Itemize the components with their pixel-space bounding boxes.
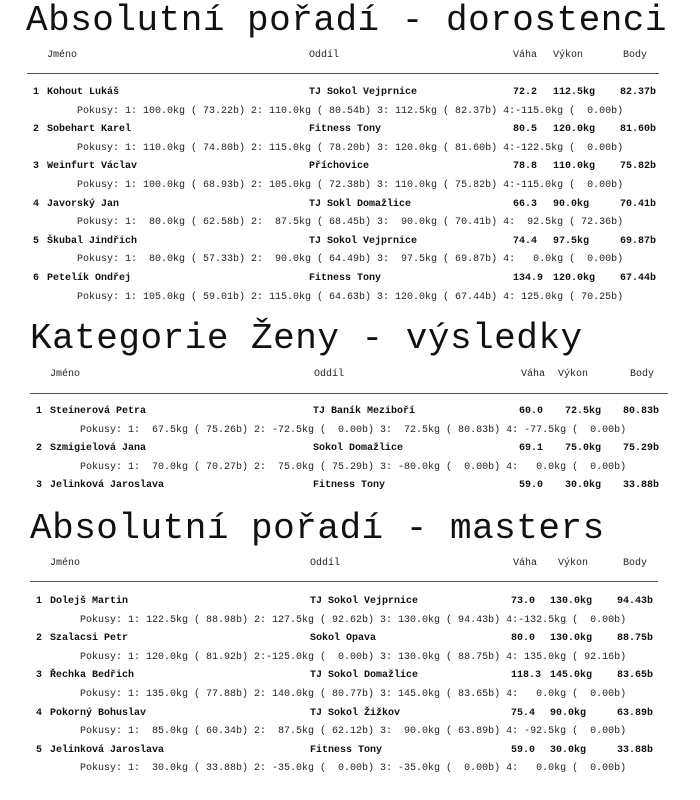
entry-points: 69.87b [620,235,657,247]
entry-rank: 4 [33,198,40,210]
entry-rank: 1 [36,596,43,607]
header-divider [30,393,668,394]
entry-name: Škubal Jindřich [47,235,138,247]
header-club: Oddíl [310,558,341,569]
entry-points: 63.89b [617,707,654,719]
entry-attempts: Pokusy: 1: 100.0kg ( 68.93b) 2: 105.0kg ( 72.38b) 3: 110.0kg ( 75.82b) 4:-115.0kg ( 0.00b) [77,180,624,191]
entry-attempts: Pokusy: 1: 70.0kg ( 70.27b) 2: 75.0kg ( 75.29b) 3: -80.0kg ( 0.00b) 4: 0.0kg ( 0.00b) [80,461,627,473]
entry-result: 120.0kg [553,273,596,284]
entry-club: Sokol Opava [310,633,377,645]
entry-result: 145.0kg [550,670,593,682]
entry-weight: 75.4 [511,707,536,719]
entry-attempts: Pokusy: 1: 120.0kg ( 81.92b) 2:-125.0kg ( 0.00b) 3: 130.0kg ( 88.75b) 4: 135.0kg ( 92.16b) [80,651,627,663]
entry-club: Fitness Tony [309,273,382,284]
entry-club: Příchovice [309,161,370,173]
entry-points: 82.37b [620,87,657,98]
entry-name: Řechka Bedřich [50,670,135,682]
entry-rank: 6 [33,273,40,284]
entry-name: Jelinková Jaroslava [50,744,165,756]
entry-points: 67.44b [620,273,657,284]
header-weight: Váha [513,558,538,569]
header-points: Body [623,558,648,569]
entry-result: 30.0kg [565,480,602,492]
entry-result: 72.5kg [565,406,602,417]
section-title: Absolutní pořadí - dorostenci [26,0,668,41]
header-points: Body [623,50,648,61]
entry-name: Steinerová Petra [50,406,147,417]
entry-points: 75.29b [623,443,660,455]
entry-club: TJ Sokol Vejprnice [309,235,418,247]
entry-weight: 73.0 [511,596,536,607]
entry-rank: 5 [33,235,40,247]
entry-weight: 74.4 [513,235,538,247]
entry-rank: 5 [36,744,43,756]
entry-result: 90.0kg [553,198,590,210]
entry-name: Jelinková Jaroslava [50,480,165,492]
entry-weight: 78.8 [513,161,538,173]
entry-rank: 1 [36,406,43,417]
entry-result: 110.0kg [553,161,596,173]
entry-club: TJ Sokl Domažlice [309,198,412,210]
entry-weight: 59.0 [519,480,544,492]
entry-name: Javorský Jan [47,198,120,210]
entry-rank: 2 [33,124,40,136]
entry-club: TJ Sokol Vejprnice [310,596,419,607]
header-weight: Váha [521,369,546,380]
entry-weight: 118.3 [511,670,542,682]
entry-weight: 80.0 [511,633,536,645]
entry-result: 120.0kg [553,124,596,136]
header-club: Oddíl [314,369,345,380]
header-divider [27,73,659,74]
entry-points: 94.43b [617,596,654,607]
entry-points: 75.82b [620,161,657,173]
entry-name: Petelík Ondřej [47,273,132,284]
entry-name: Weinfurt Václav [47,161,138,173]
entry-rank: 4 [36,707,43,719]
entry-result: 30.0kg [550,744,587,756]
entry-weight: 66.3 [513,198,538,210]
entry-points: 80.83b [623,406,660,417]
entry-attempts: Pokusy: 1: 110.0kg ( 74.80b) 2: 115.0kg ( 78.20b) 3: 120.0kg ( 81.60b) 4:-122.5kg ( 0.00b) [77,142,624,154]
entry-club: Fitness Tony [309,124,382,136]
entry-result: 130.0kg [550,596,593,607]
entry-points: 33.88b [623,480,660,492]
header-weight: Váha [513,50,538,61]
entry-rank: 3 [36,480,43,492]
entry-weight: 134.9 [513,273,544,284]
entry-rank: 1 [33,87,40,98]
entry-rank: 3 [36,670,43,682]
header-club: Oddíl [309,50,340,61]
header-name: Jméno [50,558,81,569]
entry-attempts: Pokusy: 1: 100.0kg ( 73.22b) 2: 110.0kg ( 80.54b) 3: 112.5kg ( 82.37b) 4:-115.0kg ( 0.00b) [77,105,624,117]
entry-attempts: Pokusy: 1: 80.0kg ( 57.33b) 2: 90.0kg ( 64.49b) 3: 97.5kg ( 69.87b) 4: 0.0kg ( 0.00b) [77,254,624,266]
entry-result: 112.5kg [553,87,596,98]
entry-points: 33.88b [617,744,654,756]
entry-club: TJ Sokol Vejprnice [309,87,418,98]
entry-name: Dolejš Martin [50,596,129,607]
header-divider [30,581,658,582]
entry-attempts: Pokusy: 1: 135.0kg ( 77.88b) 2: 140.0kg ( 80.77b) 3: 145.0kg ( 83.65b) 4: 0.0kg ( 0.00b) [80,689,627,700]
header-result: Výkon [558,558,589,569]
entry-result: 90.0kg [550,707,587,719]
entry-points: 70.41b [620,198,657,210]
entry-weight: 72.2 [513,87,538,98]
entry-name: Pokorný Bohuslav [50,707,147,719]
entry-club: Sokol Domažlice [313,443,404,455]
header-result: Výkon [553,50,584,61]
entry-points: 88.75b [617,633,654,645]
entry-attempts: Pokusy: 1: 105.0kg ( 59.01b) 2: 115.0kg ( 64.63b) 3: 120.0kg ( 67.44b) 4: 125.0kg ( 70.25b) [77,291,624,303]
entry-result: 130.0kg [550,633,593,645]
entry-weight: 60.0 [519,406,544,417]
entry-points: 81.60b [620,124,657,136]
entry-name: Szalacsi Petr [50,633,129,645]
entry-attempts: Pokusy: 1: 30.0kg ( 33.88b) 2: -35.0kg ( 0.00b) 3: -35.0kg ( 0.00b) 4: 0.0kg ( 0.00b) [80,763,627,775]
entry-name: Szmigielová Jana [50,443,147,455]
entry-attempts: Pokusy: 1: 85.0kg ( 60.34b) 2: 87.5kg ( 62.12b) 3: 90.0kg ( 63.89b) 4: -92.5kg ( 0.00b) [80,726,627,738]
header-name: Jméno [50,369,81,380]
entry-weight: 69.1 [519,443,544,455]
entry-club: TJ Sokol Domažlice [310,670,419,682]
entry-result: 97.5kg [553,235,590,247]
entry-name: Kohout Lukáš [47,87,120,98]
entry-points: 83.65b [617,670,654,682]
section-title: Absolutní pořadí - masters [30,508,605,549]
entry-club: Fitness Tony [313,480,386,492]
entry-attempts: Pokusy: 1: 122.5kg ( 88.98b) 2: 127.5kg ( 92.62b) 3: 130.0kg ( 94.43b) 4:-132.5kg ( 0.00b) [80,614,627,626]
entry-attempts: Pokusy: 1: 80.0kg ( 62.58b) 2: 87.5kg ( 68.45b) 3: 90.0kg ( 70.41b) 4: 92.5kg ( 72.36b) [77,217,624,229]
section-title: Kategorie Ženy - výsledky [30,318,583,359]
entry-club: TJ Sokol Žižkov [310,707,401,719]
header-points: Body [630,369,655,380]
entry-weight: 59.0 [511,744,536,756]
entry-rank: 2 [36,443,43,455]
entry-club: Fitness Tony [310,744,383,756]
header-result: Výkon [558,369,589,380]
header-name: Jméno [47,50,78,61]
entry-weight: 80.5 [513,124,538,136]
entry-club: TJ Baník Meziboří [313,406,416,417]
entry-result: 75.0kg [565,443,602,455]
entry-name: Sobehart Karel [47,124,132,136]
entry-rank: 2 [36,633,43,645]
entry-rank: 3 [33,161,40,173]
entry-attempts: Pokusy: 1: 67.5kg ( 75.26b) 2: -72.5kg ( 0.00b) 3: 72.5kg ( 80.83b) 4: -77.5kg ( 0.00b) [80,424,627,436]
